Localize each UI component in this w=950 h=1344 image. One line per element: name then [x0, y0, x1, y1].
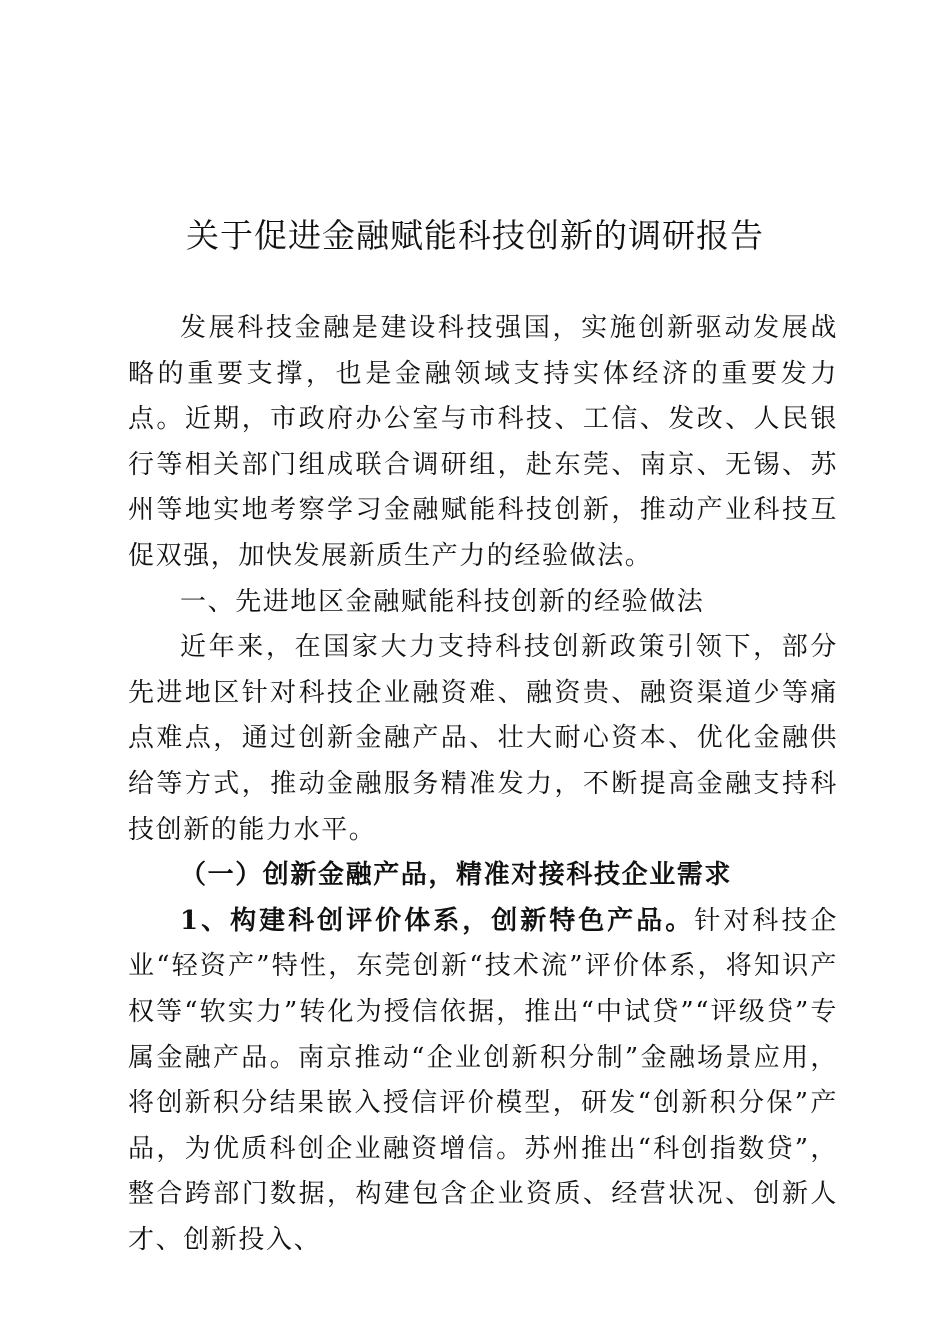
- document-title: 关于促进金融赋能科技创新的调研报告: [186, 216, 764, 255]
- item-paragraph: [128, 899, 838, 1264]
- section-heading: 一、先进地区金融赋能科技创新的经验做法: [180, 586, 705, 617]
- intro-paragraph: 发展科技金融是建设科技强国，实施创新驱动发展战略的重要支撑，也是金融领域支持实体经济的重要发力点。近期，市政府办公室与市科技、工信、发改、人民银行等相关部门组成联合调研组，赴东莞、南京、无锡、苏州等地实地考察学习金融赋能科技创新，推动产业科技互促双强，加快发展新质生产力的经验做法。: [128, 313, 838, 571]
- item-text: 针对科技企业“轻资产”特性，东莞创新“技术流”评价体系，将知识产权等“软实力”转化为授信依据，推出“中试贷”“评级贷”专属金融产品。南京推动“企业创新积分制”金融场景应用，将创新积分结果嵌入授信评价模型，研发“创新积分保”产品，为优质科创企业融资增信。苏州推出“科创指数贷”，整合跨部门数据，构建包含企业资质、经营状况、创新人才、创新投入、: [128, 905, 838, 1255]
- document-body: [128, 306, 838, 1263]
- section-paragraph: 近年来，在国家大力支持科技创新政策引领下，部分先进地区针对科技企业融资难、融资贵、融资渠道少等痛点难点，通过创新金融产品、壮大耐心资本、优化金融供给等方式，推动金融服务精准发力，不断提高金融支持科技创新的能力水平。: [128, 632, 838, 845]
- subsection-heading: （一）创新金融产品，精准对接科技企业需求: [180, 860, 733, 891]
- item-lead: 1、构建科创评价体系，创新特色产品。: [180, 905, 695, 936]
